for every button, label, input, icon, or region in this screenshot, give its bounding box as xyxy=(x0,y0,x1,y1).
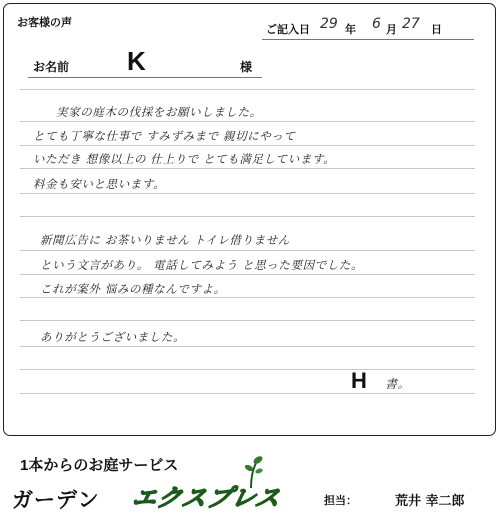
ruled-line xyxy=(20,393,475,394)
name-underline xyxy=(28,77,262,78)
name-label: お名前 xyxy=(33,60,70,74)
ruled-line xyxy=(20,145,475,146)
customer-initial: K xyxy=(127,46,146,76)
message-line: ありがとうございました。 xyxy=(40,330,186,344)
date-year-unit: 年 xyxy=(345,23,356,36)
date-year: 29 xyxy=(320,16,338,32)
ruled-line xyxy=(20,346,475,347)
ruled-line xyxy=(20,320,475,321)
date-day-unit: 日 xyxy=(431,23,442,36)
ruled-line xyxy=(20,274,475,275)
ruled-line xyxy=(20,369,475,370)
signature-initial: H xyxy=(351,368,367,393)
message-line: いただき 想像以上の 仕上りで とても満足しています。 xyxy=(33,152,336,166)
staff-label: 担当： xyxy=(324,494,357,507)
ruled-line xyxy=(20,121,475,122)
date-underline xyxy=(262,39,474,40)
date-day: 27 xyxy=(402,16,420,32)
ruled-line xyxy=(20,193,475,194)
message-line: 新聞広告に お茶いりません トイレ借りません xyxy=(40,233,290,247)
message-line: 料金も安いと思います。 xyxy=(33,177,166,191)
message-line: という文言があり。 電話してみよう と思った要因でした。 xyxy=(40,258,364,272)
message-line: これが案外 悩みの種なんですよ。 xyxy=(40,282,226,296)
sprout-logo-icon xyxy=(237,453,267,489)
brand-name-accent: エクスプレス xyxy=(129,485,284,512)
form-title: お客様の声 xyxy=(17,16,72,29)
brand-name: ガーデン xyxy=(12,489,100,512)
date-month: 6 xyxy=(372,16,381,32)
ruled-line xyxy=(20,168,475,169)
message-line: 実家の庭木の伐採をお願いしました。 xyxy=(56,105,262,119)
date-label: ご記入日 xyxy=(266,23,310,36)
signature-suffix: 書。 xyxy=(385,377,411,391)
name-suffix: 様 xyxy=(240,60,253,74)
brand-tagline: 1本からのお庭サービス xyxy=(20,457,179,474)
ruled-line xyxy=(20,297,475,298)
ruled-line xyxy=(20,216,475,217)
date-month-unit: 月 xyxy=(386,23,397,36)
ruled-line xyxy=(20,89,475,90)
ruled-line xyxy=(20,250,475,251)
staff-name: 荒井 幸二郎 xyxy=(395,494,465,509)
message-line: とても丁寧な仕事で すみずみまで 親切にやって xyxy=(33,129,296,143)
